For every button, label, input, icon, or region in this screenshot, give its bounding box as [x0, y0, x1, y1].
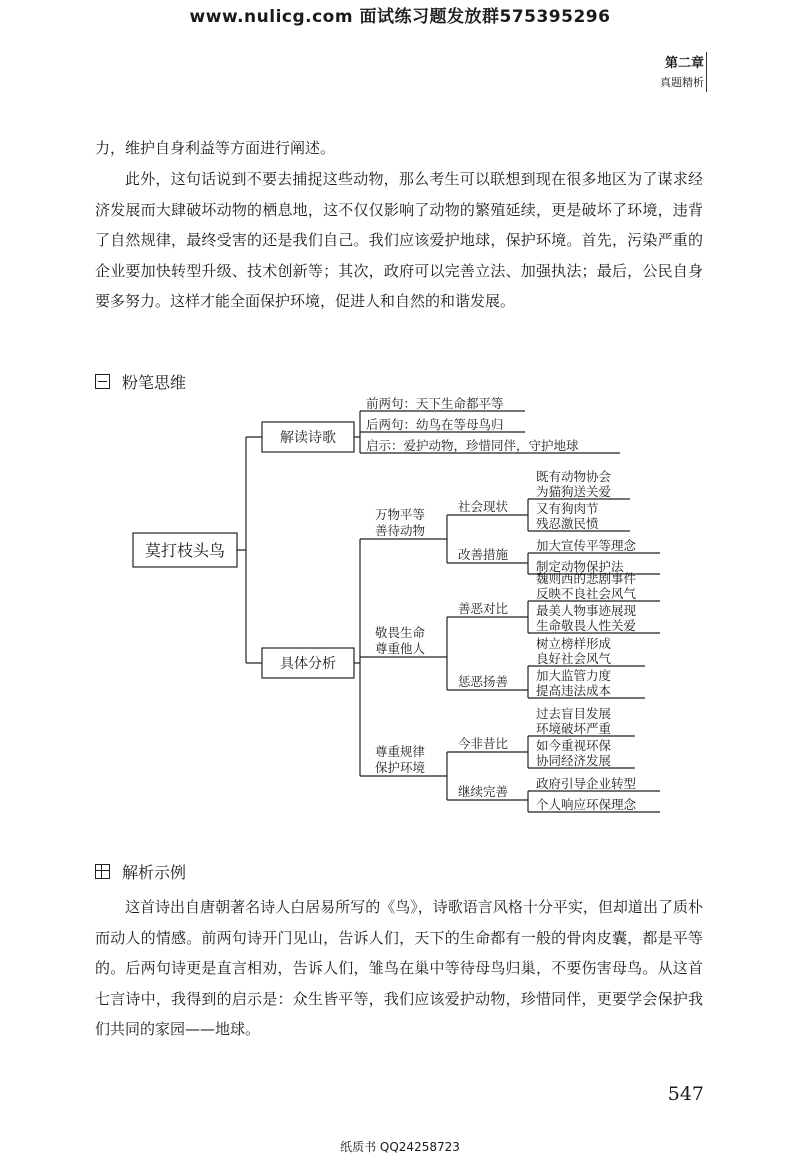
mindmap-group2-connector: [440, 617, 520, 690]
mindmap-group3-connector: [440, 752, 520, 800]
mindmap-leaf: 加大监管力度: [536, 668, 612, 683]
mindmap-leaf: 过去盲目发展: [536, 706, 612, 721]
mindmap-leaf: 个人响应环保理念: [536, 797, 637, 812]
mindmap-branch2-label: 具体分析: [280, 656, 336, 672]
mindmap-leaf: 魏则西的悲剧事件: [536, 571, 637, 586]
mindmap-leaf: 制定动物保护法: [536, 559, 624, 574]
mindmap-leaf: 为猫狗送关爱: [536, 484, 612, 499]
paragraph-environment: 此外，这句话说到不要去捕捉这些动物，那么考生可以联想到现在很多地区为了谋求经济发展而大肆破坏动物的栖息地，这不仅仅影响了动物的繁殖延续，更是破坏了环境，违背了自然规律，最终受害的还是我们自己。我们应该爱护地球，保护环境。首先，污染严重的企业要加快转型升级、技术创新等；其次，政府可以完善立法、加强执法；最后，公民自身要多努力。这样才能全面保护环境，促进人和自然的和谐发展。: [95, 170, 703, 310]
section-title: 解析示例: [122, 863, 187, 882]
mindmap-leaf: 又有狗肉节: [536, 501, 599, 516]
mindmap-leaf: 树立榜样形成: [536, 636, 612, 651]
mindmap-group-label: 尊重规律: [374, 744, 426, 759]
mindmap-g1-sub2-connector: [520, 553, 660, 574]
mindmap-branch2-connector: [354, 539, 440, 776]
mindmap-group-label: 万物平等: [374, 507, 426, 522]
mindmap-group-label: 保护环境: [374, 760, 426, 775]
mindmap-branch1-label: 解读诗歌: [280, 430, 336, 446]
section-analysis-example: [95, 860, 186, 883]
mindmap-leaf: 加大宣传平等理念: [536, 538, 637, 553]
mindmap-root-box: [133, 533, 237, 567]
mindmap-leaf: 政府引导企业转型: [536, 776, 637, 791]
page-number: 547: [667, 1083, 704, 1105]
analysis-grid-icon: [95, 864, 110, 879]
mindmap-group-label: 尊重他人: [374, 641, 426, 656]
mindmap-g3-sub2-connector: [520, 791, 660, 812]
mindmap-sub-label: 今非昔比: [458, 736, 509, 751]
mindmap-leaf: 残忍激民愤: [536, 516, 599, 531]
mindmap-b1-item: 启示：爱护动物，珍惜同伴，守护地球: [366, 438, 579, 453]
mindmap-group-label: 敬畏生命: [374, 625, 426, 640]
mindmap-sub-label: 社会现状: [458, 499, 509, 514]
mindmap-leaf: 反映不良社会风气: [536, 586, 637, 601]
mindmap-sub-label: 惩恶扬善: [458, 674, 509, 689]
paragraph-analysis: 这首诗出自唐朝著名诗人白居易所写的《鸟》，诗歌语言风格十分平实，但却道出了质朴而动人的情感。前两句诗开门见山，告诉人们，天下的生命都有一般的骨肉皮囊，都是平等的。后两句诗更是直言相劝，告诉人们，雏鸟在巢中等待母鸟归巢，不要伤害母鸟。从这首七言诗中，我得到的启示是：众生皆平等，我们应该爱护动物，珍惜同伴，更要学会保护我们共同的家园——地球。: [95, 898, 703, 1038]
mindmap-leaf: 环境破坏严重: [536, 721, 612, 736]
mindmap-b1-item: 后两句：幼鸟在等母鸟归: [366, 417, 504, 432]
mindmap-group1-connector: [440, 515, 520, 563]
chapter-title: 第二章: [664, 56, 704, 71]
mindmap-leaf: 最美人物事迹展现: [536, 603, 637, 618]
mindmap-leaf: 生命敬畏人性关爱: [536, 618, 637, 633]
mindmap-branch1-connector: [354, 411, 620, 453]
mindmap-g1-sub1-connector: [520, 499, 630, 531]
section-chalk-thinking: [95, 370, 186, 393]
mindmap-sub-label: 改善措施: [458, 547, 509, 562]
mindmap-leaf: 既有动物协会: [536, 469, 612, 484]
paragraph-continuation: 力，维护自身利益等方面进行阐述。: [95, 139, 336, 157]
mindmap-leaf: 如今重视环保: [536, 738, 612, 753]
mindmap-b1-item: 前两句：天下生命都平等: [366, 396, 504, 411]
mindmap-sub-label: 善恶对比: [458, 601, 509, 616]
mindmap-g2-sub2-connector: [520, 666, 645, 698]
mindmap-sub-label: 继续完善: [458, 784, 509, 799]
chalk-thinking-icon: [95, 374, 110, 389]
mindmap-leaf: 提高违法成本: [536, 683, 612, 698]
mindmap-root-connector: [237, 437, 262, 663]
mindmap-group-label: 善待动物: [374, 523, 426, 538]
header-divider: [706, 52, 707, 92]
chapter-subtitle: 真题精析: [660, 76, 704, 89]
mindmap-g3-sub1-connector: [520, 736, 635, 768]
mindmap-branch1-box: [262, 422, 354, 452]
mindmap-leaf: 协同经济发展: [536, 753, 612, 768]
footer-watermark: 纸质书 QQ24258723: [340, 1140, 460, 1154]
mindmap-branch2-box: [262, 648, 354, 678]
mindmap-g2-sub1-connector: [520, 601, 660, 633]
section-title: 粉笔思维: [122, 373, 187, 392]
mindmap-leaf: 良好社会风气: [536, 651, 612, 666]
mindmap-root-label: 莫打枝头鸟: [144, 541, 226, 560]
header-banner: www.nulicg.com 面试练习题发放群575395296: [189, 7, 611, 27]
